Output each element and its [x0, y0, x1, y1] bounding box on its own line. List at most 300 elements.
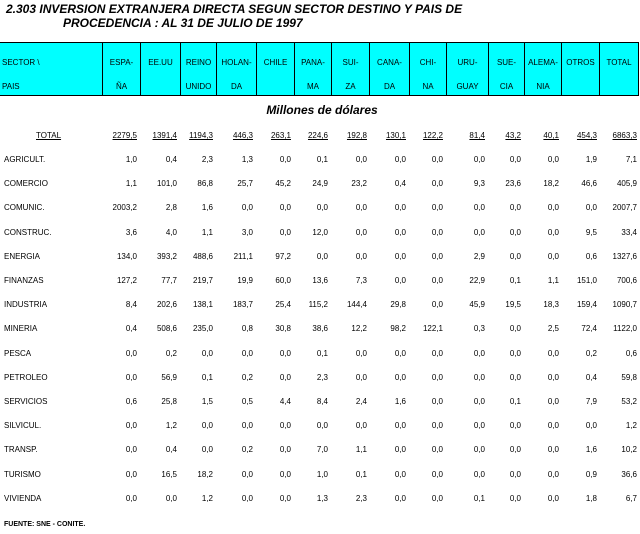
header-col-6 — [332, 43, 370, 95]
cell-value: 0,0 — [165, 493, 177, 503]
cell-value: 0,0 — [431, 227, 443, 237]
cell-value: 1,6 — [201, 203, 213, 213]
cell-value: 0,0 — [509, 469, 521, 479]
cell-value: 0,0 — [431, 276, 443, 285]
cell-value: 0,0 — [125, 372, 137, 382]
cell-value: 4,4 — [279, 397, 291, 406]
cell-value: 1,5 — [201, 397, 213, 406]
header-col-13-t1: TOTAL — [606, 58, 632, 67]
cell-value: 0,1 — [201, 372, 213, 382]
cell-value: 0,0 — [279, 203, 291, 213]
header-col-6-t1: SUI- — [342, 58, 359, 67]
cell-value: 0,0 — [547, 203, 559, 213]
cell-value: 38,6 — [312, 324, 328, 334]
header-col-3 — [217, 43, 257, 95]
header-col-5-t2: MA — [307, 82, 319, 91]
cell-value: 0,0 — [279, 445, 291, 455]
cell-value: 0,0 — [547, 348, 559, 358]
cell-value: 0,0 — [394, 348, 406, 358]
cell-value: 3,6 — [125, 227, 137, 237]
cell-value: 53,2 — [621, 397, 637, 406]
cell-value: 0,0 — [125, 469, 137, 479]
cell-value: 0,0 — [431, 348, 443, 358]
cell-value: 0,1 — [473, 493, 485, 503]
cell-value: 0,0 — [279, 227, 291, 237]
cell-value: 12,2 — [351, 324, 367, 334]
cell-value: 192,8 — [346, 131, 367, 140]
header-col-4 — [257, 43, 295, 95]
cell-value: 0,0 — [279, 155, 291, 164]
cell-value: 0,0 — [547, 469, 559, 479]
cell-value: 134,0 — [116, 251, 137, 261]
cell-value: 29,8 — [390, 300, 406, 310]
cell-value: 130,1 — [385, 131, 406, 140]
header-col-9 — [447, 43, 489, 95]
cell-value: 0,0 — [509, 372, 521, 382]
cell-value: 0,2 — [241, 372, 253, 382]
cell-value: 0,6 — [125, 397, 137, 406]
cell-value: 0,0 — [473, 227, 485, 237]
title-line-1: 2.303 INVERSION EXTRANJERA DIRECTA SEGUN SECTOR DESTINO Y PAIS DE — [6, 2, 463, 16]
header-col-4-t1: CHILE — [263, 58, 288, 67]
cell-value: 0,0 — [355, 227, 367, 237]
cell-value: 1,2 — [201, 493, 213, 503]
cell-value: 0,0 — [279, 372, 291, 382]
header-col-3-t1: HOLAN- — [221, 58, 252, 67]
cell-value: 0,2 — [241, 445, 253, 455]
cell-value: 0,0 — [585, 203, 597, 213]
cell-value: 0,0 — [473, 397, 485, 406]
cell-value: 0,0 — [125, 348, 137, 358]
cell-value: 1,8 — [585, 493, 597, 503]
cell-value: 0,1 — [355, 469, 367, 479]
sector-label: VIVIENDA — [4, 493, 42, 503]
cell-value: 0,0 — [509, 251, 521, 261]
header-col-3-t2: DA — [230, 82, 243, 91]
cell-value: 0,0 — [431, 251, 443, 261]
cell-value: 0,0 — [279, 348, 291, 358]
cell-value: 19,9 — [237, 276, 253, 285]
cell-value: 0,0 — [241, 469, 253, 479]
cell-value: 0,1 — [316, 155, 328, 164]
cell-value: 6863,3 — [612, 131, 637, 140]
cell-value: 101,0 — [156, 179, 177, 189]
cell-value: 0,0 — [473, 372, 485, 382]
cell-value: 7,9 — [585, 397, 597, 406]
cell-value: 0,0 — [431, 469, 443, 479]
cell-value: 0,0 — [473, 348, 485, 358]
cell-value: 60,0 — [275, 276, 291, 285]
table-row — [0, 324, 640, 338]
header-col-1 — [141, 43, 181, 95]
cell-value: 0,0 — [431, 397, 443, 406]
cell-value: 22,9 — [469, 276, 485, 285]
cell-value: 0,0 — [509, 227, 521, 237]
cell-value: 0,0 — [394, 276, 406, 285]
cell-value: 115,2 — [308, 300, 328, 310]
cell-value: 0,0 — [473, 469, 485, 479]
header-col-2 — [181, 43, 217, 95]
cell-value: 9,5 — [585, 227, 597, 237]
header-col-1-t1: EE.UU — [148, 58, 173, 67]
cell-value: 4,0 — [165, 227, 177, 237]
cell-value: 0,8 — [241, 324, 253, 334]
cell-value: 77,7 — [161, 276, 177, 285]
cell-value: 127,2 — [116, 276, 137, 285]
cell-value: 0,0 — [509, 493, 521, 503]
cell-value: 211,1 — [233, 251, 253, 261]
cell-value: 0,0 — [125, 493, 137, 503]
cell-value: 1090,7 — [612, 300, 637, 310]
cell-value: 0,0 — [394, 251, 406, 261]
cell-value: 7,0 — [316, 445, 328, 455]
table-row — [0, 349, 640, 363]
cell-value: 0,0 — [394, 445, 406, 455]
cell-value: 1,0 — [316, 469, 328, 479]
sector-label: TRANSP. — [4, 445, 38, 455]
cell-value: 144,4 — [346, 300, 367, 310]
header-col-8-t1: CHI- — [419, 58, 437, 67]
cell-value: 0,0 — [431, 421, 443, 431]
cell-value: 25,4 — [275, 300, 291, 310]
cell-value: 0,0 — [431, 372, 443, 382]
cell-value: 0,0 — [547, 227, 559, 237]
cell-value: 0,1 — [509, 397, 521, 406]
cell-value: 0,0 — [547, 372, 559, 382]
cell-value: 0,0 — [201, 348, 213, 358]
cell-value: 2007,7 — [612, 203, 637, 213]
cell-value: 263,1 — [270, 131, 291, 140]
cell-value: 1122,0 — [613, 324, 637, 334]
table-row — [0, 155, 640, 169]
cell-value: 0,0 — [431, 179, 443, 189]
cell-value: 2,9 — [473, 251, 485, 261]
cell-value: 0,0 — [394, 227, 406, 237]
cell-value: 0,2 — [165, 348, 177, 358]
cell-value: 13,6 — [312, 276, 328, 285]
cell-value: 2279,5 — [112, 131, 137, 140]
cell-value: 16,5 — [161, 469, 177, 479]
header-col-5 — [295, 43, 332, 95]
cell-value: 0,0 — [279, 421, 291, 431]
table-row — [0, 421, 640, 435]
header-col-12-t1: OTROS — [566, 58, 595, 67]
cell-value: 0,5 — [241, 397, 253, 406]
cell-value: 2,8 — [165, 203, 177, 213]
cell-value: 0,9 — [585, 469, 597, 479]
cell-value: 3,0 — [241, 227, 253, 237]
cell-value: 488,6 — [192, 251, 213, 261]
table-row — [0, 228, 640, 242]
header-col-7 — [370, 43, 410, 95]
total-row — [0, 131, 640, 145]
cell-value: 0,6 — [585, 251, 597, 261]
cell-value: 1391,4 — [152, 131, 177, 140]
sector-label: CONSTRUC. — [4, 227, 52, 237]
header-col-10 — [489, 43, 525, 95]
cell-value: 0,0 — [316, 203, 328, 213]
sector-label: ENERGIA — [4, 251, 41, 261]
cell-value: 81,4 — [469, 131, 485, 140]
cell-value: 0,0 — [241, 421, 253, 431]
cell-value: 7,1 — [625, 155, 637, 164]
cell-value: 0,4 — [394, 179, 406, 189]
header-col-7-t1: CANA- — [377, 58, 402, 67]
header-col-2-t2: UNIDO — [185, 82, 212, 91]
table-row — [0, 445, 640, 459]
cell-value: 19,5 — [505, 300, 521, 310]
cell-value: 393,2 — [156, 251, 177, 261]
cell-value: 0,0 — [473, 203, 485, 213]
cell-value: 0,0 — [547, 251, 559, 261]
header-col-10-t2: CIA — [499, 82, 514, 91]
cell-value: 0,0 — [355, 155, 367, 164]
table-row — [0, 276, 640, 290]
cell-value: 0,0 — [279, 469, 291, 479]
header-col-7-t2: DA — [383, 82, 396, 91]
cell-value: 122,1 — [422, 324, 443, 334]
table-row — [0, 203, 640, 217]
cell-value: 0,6 — [625, 348, 637, 358]
cell-value: 219,7 — [192, 276, 213, 285]
cell-value: 0,0 — [241, 203, 253, 213]
cell-value: 1,6 — [394, 397, 406, 406]
cell-value: 0,0 — [394, 493, 406, 503]
sector-label: SILVICUL. — [4, 421, 42, 431]
cell-value: 0,0 — [585, 421, 597, 431]
cell-value: 10,2 — [621, 445, 637, 455]
cell-value: 446,3 — [232, 131, 253, 140]
table-row — [0, 494, 640, 508]
cell-value: 0,1 — [509, 276, 521, 285]
cell-value: 0,0 — [431, 493, 443, 503]
cell-value: 202,6 — [156, 300, 177, 310]
table-row — [0, 470, 640, 484]
header-col-0 — [103, 43, 141, 95]
cell-value: 18,2 — [197, 469, 213, 479]
header-col-11-t2: NIA — [536, 82, 550, 91]
cell-value: 1,3 — [316, 493, 328, 503]
table-row — [0, 300, 640, 314]
cell-value: 98,2 — [390, 324, 406, 334]
cell-value: 138,1 — [192, 300, 213, 310]
header-sector-country-t2: PAIS — [2, 82, 20, 91]
source-footer: FUENTE: SNE - CONITE. — [4, 521, 86, 528]
cell-value: 25,7 — [237, 179, 253, 189]
cell-value: 0,0 — [547, 155, 559, 164]
sector-label: SERVICIOS — [4, 397, 48, 406]
cell-value: 1,1 — [125, 179, 137, 189]
cell-value: 0,0 — [431, 300, 443, 310]
cell-value: 0,0 — [473, 155, 485, 164]
cell-value: 24,9 — [312, 179, 328, 189]
cell-value: 23,2 — [351, 179, 367, 189]
cell-value: 2,3 — [316, 372, 328, 382]
units-subtitle-text: Millones de dólares — [266, 103, 378, 117]
table-header — [0, 42, 639, 96]
cell-value: 405,9 — [616, 179, 637, 189]
cell-value: 7,3 — [355, 276, 367, 285]
cell-value: 508,6 — [156, 324, 177, 334]
cell-value: 2,3 — [201, 155, 213, 164]
cell-value: 8,4 — [125, 300, 137, 310]
cell-value: 43,2 — [505, 131, 521, 140]
header-sector-country-t1: SECTOR \ — [2, 58, 40, 67]
cell-value: 0,0 — [241, 348, 253, 358]
cell-value: 72,4 — [581, 324, 597, 334]
cell-value: 0,2 — [585, 348, 597, 358]
cell-value: 0,0 — [316, 421, 328, 431]
cell-value: 9,3 — [473, 179, 485, 189]
cell-value: 40,1 — [543, 131, 559, 140]
cell-value: 1194,3 — [189, 131, 213, 140]
cell-value: 159,4 — [576, 300, 597, 310]
cell-value: 0,0 — [125, 421, 137, 431]
cell-value: 0,0 — [394, 469, 406, 479]
title-line-2: PROCEDENCIA : AL 31 DE JULIO DE 1997 — [63, 16, 303, 30]
cell-value: 0,0 — [201, 445, 213, 455]
cell-value: 454,3 — [576, 131, 597, 140]
cell-value: 2,4 — [355, 397, 367, 406]
cell-value: 122,2 — [422, 131, 443, 140]
cell-value: 0,4 — [165, 445, 177, 455]
cell-value: 0,0 — [394, 203, 406, 213]
cell-value: 6,7 — [625, 493, 637, 503]
cell-value: 0,0 — [394, 372, 406, 382]
cell-value: 0,0 — [509, 324, 521, 334]
cell-value: 0,0 — [394, 421, 406, 431]
header-col-8-t2: NA — [422, 82, 434, 91]
cell-value: 224,6 — [307, 131, 328, 140]
cell-value: 0,4 — [165, 155, 177, 164]
cell-value: 0,0 — [355, 421, 367, 431]
cell-value: 0,0 — [201, 421, 213, 431]
cell-value: 1327,6 — [612, 251, 637, 261]
cell-value: 0,0 — [547, 493, 559, 503]
cell-value: 0,0 — [509, 348, 521, 358]
table-row — [0, 179, 640, 193]
header-col-6-t2: ZA — [345, 82, 356, 91]
table-title — [6, 2, 462, 30]
header-col-0-t1: ESPA- — [109, 58, 134, 67]
sector-label: MINERIA — [4, 324, 38, 334]
cell-value: 1,9 — [585, 155, 597, 164]
cell-value: 0,0 — [355, 251, 367, 261]
cell-value: 25,8 — [161, 397, 177, 406]
cell-value: 0,0 — [473, 421, 485, 431]
cell-value: 18,3 — [543, 300, 559, 310]
cell-value: 59,8 — [621, 372, 637, 382]
cell-value: 8,4 — [316, 397, 328, 406]
sector-label: TURISMO — [4, 469, 41, 479]
cell-value: 0,0 — [547, 445, 559, 455]
cell-value: 18,2 — [543, 179, 559, 189]
table-row — [0, 397, 640, 411]
sector-label: PESCA — [4, 348, 32, 358]
cell-value: 2,5 — [547, 324, 559, 334]
cell-value: 30,8 — [275, 324, 291, 334]
cell-value: 12,0 — [312, 227, 328, 237]
cell-value: 0,4 — [125, 324, 137, 334]
cell-value: 1,1 — [547, 276, 559, 285]
cell-value: 23,6 — [505, 179, 521, 189]
cell-value: 151,0 — [576, 276, 597, 285]
cell-value: 1,2 — [165, 421, 177, 431]
cell-value: 0,0 — [355, 203, 367, 213]
cell-value: 0,4 — [585, 372, 597, 382]
sector-label: TOTAL — [36, 131, 62, 140]
cell-value: 45,2 — [275, 179, 291, 189]
cell-value: 0,0 — [394, 155, 406, 164]
sector-label: INDUSTRIA — [4, 300, 48, 310]
table-row — [0, 373, 640, 387]
cell-value: 0,0 — [509, 155, 521, 164]
header-col-2-t1: REINO — [185, 58, 212, 67]
cell-value: 0,0 — [473, 445, 485, 455]
cell-value: 0,0 — [431, 445, 443, 455]
sector-label: PETROLEO — [4, 372, 48, 382]
cell-value: 1,0 — [125, 155, 137, 164]
header-col-11-t1: ALEMA- — [528, 58, 558, 67]
cell-value: 183,7 — [232, 300, 253, 310]
cell-value: 0,0 — [509, 421, 521, 431]
header-col-0-t2: ÑA — [115, 82, 128, 91]
cell-value: 0,0 — [431, 203, 443, 213]
cell-value: 33,4 — [621, 227, 637, 237]
cell-value: 0,0 — [355, 372, 367, 382]
cell-value: 2003,2 — [112, 203, 137, 213]
cell-value: 1,2 — [625, 421, 637, 431]
cell-value: 45,9 — [469, 300, 485, 310]
cell-value: 1,6 — [585, 445, 597, 455]
table-row — [0, 252, 640, 266]
cell-value: 0,0 — [509, 445, 521, 455]
header-col-11 — [525, 43, 562, 95]
sector-label: COMUNIC. — [4, 203, 45, 213]
units-subtitle — [0, 103, 640, 117]
cell-value: 2,3 — [355, 493, 367, 503]
cell-value: 0,0 — [125, 445, 137, 455]
cell-value: 46,6 — [581, 179, 597, 189]
cell-value: 36,6 — [621, 469, 637, 479]
header-sector-country — [0, 43, 103, 95]
cell-value: 0,0 — [241, 493, 253, 503]
cell-value: 700,6 — [616, 276, 637, 285]
header-col-12 — [562, 43, 600, 95]
cell-value: 0,0 — [279, 493, 291, 503]
cell-value: 56,9 — [161, 372, 177, 382]
cell-value: 1,1 — [355, 445, 367, 455]
header-col-13 — [600, 43, 639, 95]
cell-value: 0,0 — [355, 348, 367, 358]
cell-value: 0,1 — [316, 348, 328, 358]
header-col-8 — [410, 43, 447, 95]
cell-value: 0,0 — [431, 155, 443, 164]
cell-value: 235,0 — [192, 324, 213, 334]
sector-label: AGRICULT. — [4, 155, 46, 164]
cell-value: 0,0 — [509, 203, 521, 213]
header-col-10-t1: SUE- — [496, 58, 517, 67]
sector-label: COMERCIO — [4, 179, 48, 189]
cell-value: 1,3 — [241, 155, 253, 164]
header-col-9-t1: URU- — [457, 58, 478, 67]
cell-value: 0,0 — [547, 421, 559, 431]
sector-label: FINANZAS — [4, 276, 44, 285]
cell-value: 0,0 — [547, 397, 559, 406]
cell-value: 97,2 — [275, 251, 291, 261]
cell-value: 0,3 — [473, 324, 485, 334]
cell-value: 1,1 — [201, 227, 213, 237]
